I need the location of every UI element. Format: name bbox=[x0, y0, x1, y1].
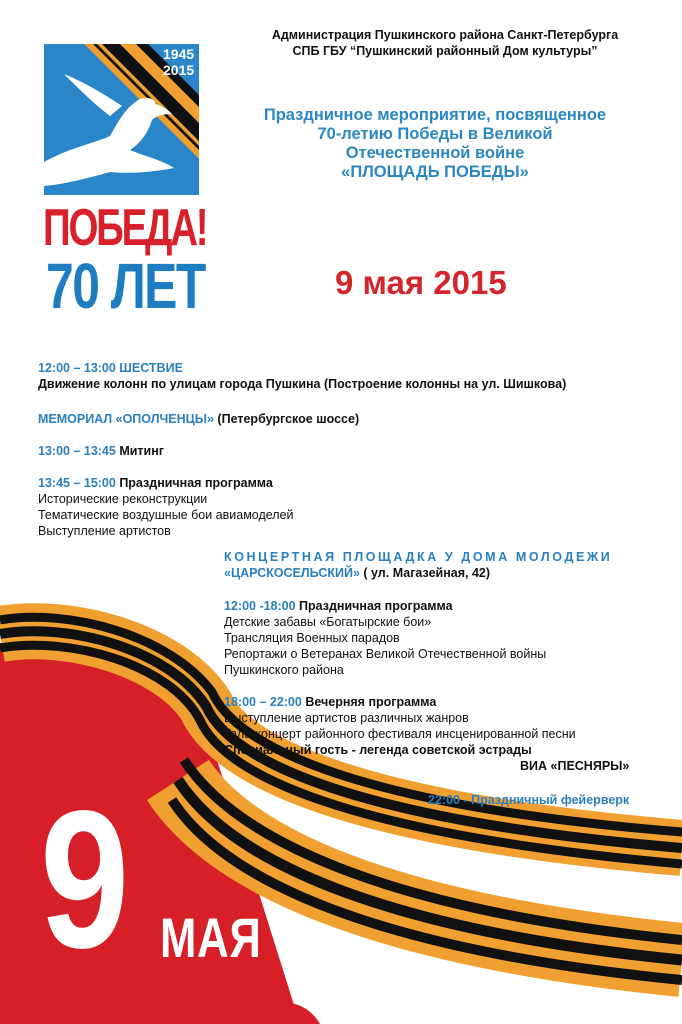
venue-block bbox=[224, 549, 612, 581]
special-guest-name: ВИА «ПЕСНЯРЫ» bbox=[520, 759, 630, 773]
program2-item: Трансляция Военных парадов bbox=[224, 631, 400, 645]
rally-label: Митинг bbox=[115, 444, 164, 458]
month-label: МАЯ bbox=[160, 906, 262, 969]
big-number-9: 9 bbox=[40, 770, 130, 989]
venue-name: «ЦАРСКОСЕЛЬСКИЙ» bbox=[224, 566, 360, 580]
program2-time: 12:00 -18:00 bbox=[224, 599, 296, 613]
evening-item: Гала-концерт районного фестиваля инсценированной песни bbox=[224, 727, 576, 741]
organizer-line-1: Администрация Пушкинского района Санкт-Петербурга bbox=[271, 28, 619, 42]
rally-block bbox=[38, 443, 164, 459]
memorial-place: (Петербургское шоссе) bbox=[213, 412, 360, 426]
program1-label: Праздничная программа bbox=[115, 476, 273, 490]
year-start: 1945 bbox=[163, 46, 195, 62]
program1-block bbox=[38, 475, 294, 539]
march-time: 12:00 – 13:00 ШЕСТВИЕ bbox=[38, 361, 183, 375]
evening-time: 18:00 – 22:00 bbox=[224, 695, 302, 709]
event-title-line: Отечественной войне bbox=[345, 144, 525, 162]
fireworks-block bbox=[428, 792, 629, 808]
program2-block bbox=[224, 598, 546, 678]
march-block bbox=[38, 360, 566, 392]
program2-item: Пушкинского района bbox=[224, 663, 344, 677]
evening-block bbox=[224, 694, 629, 774]
program2-item: Детские забавы «Богатырские бои» bbox=[224, 615, 432, 629]
march-desc: Движение колонн по улицам города Пушкина (Построение колонны на ул. Шишкова) bbox=[38, 377, 567, 391]
rally-time: 13:00 – 13:45 bbox=[38, 444, 116, 458]
memorial-block bbox=[38, 411, 359, 427]
memorial-name: МЕМОРИАЛ «ОПОЛЧЕНЦЫ» bbox=[38, 412, 214, 426]
program1-item: Тематические воздушные бои авиамоделей bbox=[38, 508, 294, 522]
program2-label: Праздничная программа bbox=[295, 599, 453, 613]
program1-item: Выступление артистов bbox=[38, 524, 171, 538]
evening-label: Вечерняя программа bbox=[301, 695, 437, 709]
venue-line: КОНЦЕРТНАЯ ПЛОЩАДКА У ДОМА МОЛОДЕЖИ bbox=[224, 550, 613, 564]
organizer-line-2: СПБ ГБУ “Пушкинский районный Дом культуры” bbox=[292, 44, 598, 58]
venue-address: ( ул. Магазейная, 42) bbox=[359, 566, 491, 580]
event-date: 9 мая 2015 bbox=[335, 264, 507, 301]
program1-item: Исторические реконструкции bbox=[38, 492, 208, 506]
program1-time: 13:45 – 15:00 bbox=[38, 476, 116, 490]
year-end: 2015 bbox=[163, 62, 195, 78]
logo-pobeda: ПОБЕДА! bbox=[43, 199, 207, 257]
fireworks: 22:00 - Праздничный фейерверк bbox=[428, 793, 630, 807]
event-title-line: «ПЛОЩАДЬ ПОБЕДЫ» bbox=[341, 163, 529, 181]
program2-item: Репортажи о Ветеранах Великой Отечественной войны bbox=[224, 647, 547, 661]
event-title-line: 70-летию Победы в Великой bbox=[317, 125, 553, 143]
special-guest: Специальный гость - легенда советской эстрады bbox=[224, 743, 532, 757]
evening-item: Выступление артистов различных жанров bbox=[224, 711, 469, 725]
event-title-line: Праздничное мероприятие, посвященное bbox=[263, 106, 607, 124]
logo-70-years: 70 ЛЕТ bbox=[46, 250, 205, 322]
